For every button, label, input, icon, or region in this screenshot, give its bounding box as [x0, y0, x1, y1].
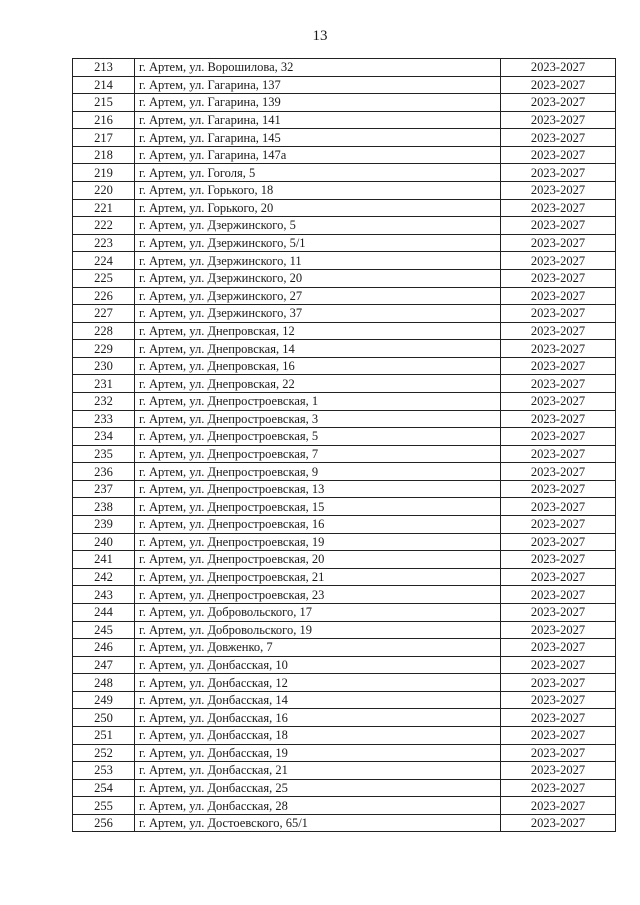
row-period: 2023-2027: [501, 111, 616, 129]
row-address: г. Артем, ул. Гагарина, 139: [135, 94, 501, 112]
row-number: 251: [73, 726, 135, 744]
row-address: г. Артем, ул. Днепростроевская, 15: [135, 498, 501, 516]
row-period: 2023-2027: [501, 726, 616, 744]
table-row: [73, 59, 616, 77]
table-row: [73, 797, 616, 815]
row-period: 2023-2027: [501, 269, 616, 287]
row-period: 2023-2027: [501, 252, 616, 270]
table-row: [73, 656, 616, 674]
table-row: [73, 217, 616, 235]
row-address: г. Артем, ул. Донбасская, 16: [135, 709, 501, 727]
row-number: 220: [73, 182, 135, 200]
table-row: [73, 234, 616, 252]
table-row: [73, 744, 616, 762]
table-row: [73, 287, 616, 305]
row-address: г. Артем, ул. Днепростроевская, 19: [135, 533, 501, 551]
table-row: [73, 779, 616, 797]
table-row: [73, 726, 616, 744]
table-row: [73, 146, 616, 164]
row-number: 227: [73, 305, 135, 323]
row-address: г. Артем, ул. Днепровская, 14: [135, 340, 501, 358]
row-address: г. Артем, ул. Довженко, 7: [135, 639, 501, 657]
row-period: 2023-2027: [501, 392, 616, 410]
row-address: г. Артем, ул. Донбасская, 19: [135, 744, 501, 762]
row-number: 242: [73, 568, 135, 586]
row-address: г. Артем, ул. Днепровская, 22: [135, 375, 501, 393]
row-number: 243: [73, 586, 135, 604]
row-number: 239: [73, 516, 135, 534]
table-row: [73, 322, 616, 340]
row-address: г. Артем, ул. Гагарина, 137: [135, 76, 501, 94]
row-number: 248: [73, 674, 135, 692]
address-table-body: [73, 59, 616, 832]
table-row: [73, 94, 616, 112]
row-number: 228: [73, 322, 135, 340]
table-row: [73, 762, 616, 780]
row-number: 232: [73, 392, 135, 410]
table-row: [73, 551, 616, 569]
row-address: г. Артем, ул. Дзержинского, 20: [135, 269, 501, 287]
table-row: [73, 814, 616, 832]
row-address: г. Артем, ул. Днепростроевская, 3: [135, 410, 501, 428]
table-row: [73, 357, 616, 375]
table-row: [73, 199, 616, 217]
table-row: [73, 392, 616, 410]
table-row: [73, 340, 616, 358]
table-row: [73, 674, 616, 692]
row-address: г. Артем, ул. Днепростроевская, 7: [135, 445, 501, 463]
row-period: 2023-2027: [501, 410, 616, 428]
row-address: г. Артем, ул. Дзержинского, 5/1: [135, 234, 501, 252]
row-period: 2023-2027: [501, 797, 616, 815]
row-period: 2023-2027: [501, 217, 616, 235]
row-address: г. Артем, ул. Ворошилова, 32: [135, 59, 501, 77]
row-number: 241: [73, 551, 135, 569]
row-number: 254: [73, 779, 135, 797]
table-row: [73, 129, 616, 147]
row-number: 237: [73, 480, 135, 498]
table-row: [73, 111, 616, 129]
row-period: 2023-2027: [501, 674, 616, 692]
table-row: [73, 252, 616, 270]
row-number: 247: [73, 656, 135, 674]
row-address: г. Артем, ул. Днепростроевская, 16: [135, 516, 501, 534]
row-period: 2023-2027: [501, 199, 616, 217]
row-period: 2023-2027: [501, 129, 616, 147]
table-row: [73, 269, 616, 287]
row-address: г. Артем, ул. Гагарина, 141: [135, 111, 501, 129]
row-address: г. Артем, ул. Днепростроевская, 1: [135, 392, 501, 410]
row-period: 2023-2027: [501, 551, 616, 569]
row-address: г. Артем, ул. Донбасская, 14: [135, 691, 501, 709]
row-number: 250: [73, 709, 135, 727]
row-period: 2023-2027: [501, 498, 616, 516]
row-address: г. Артем, ул. Днепростроевская, 20: [135, 551, 501, 569]
row-period: 2023-2027: [501, 533, 616, 551]
row-period: 2023-2027: [501, 603, 616, 621]
table-row: [73, 428, 616, 446]
row-period: 2023-2027: [501, 814, 616, 832]
row-period: 2023-2027: [501, 656, 616, 674]
row-address: г. Артем, ул. Гагарина, 147а: [135, 146, 501, 164]
table-row: [73, 305, 616, 323]
row-number: 214: [73, 76, 135, 94]
row-period: 2023-2027: [501, 621, 616, 639]
row-number: 223: [73, 234, 135, 252]
row-number: 233: [73, 410, 135, 428]
table-row: [73, 621, 616, 639]
row-period: 2023-2027: [501, 639, 616, 657]
row-period: 2023-2027: [501, 480, 616, 498]
row-address: г. Артем, ул. Достоевского, 65/1: [135, 814, 501, 832]
table-row: [73, 516, 616, 534]
row-address: г. Артем, ул. Донбасская, 25: [135, 779, 501, 797]
row-period: 2023-2027: [501, 287, 616, 305]
row-number: 225: [73, 269, 135, 287]
row-number: 244: [73, 603, 135, 621]
table-row: [73, 639, 616, 657]
row-address: г. Артем, ул. Днепростроевская, 21: [135, 568, 501, 586]
row-period: 2023-2027: [501, 357, 616, 375]
row-address: г. Артем, ул. Гагарина, 145: [135, 129, 501, 147]
row-period: 2023-2027: [501, 164, 616, 182]
row-number: 219: [73, 164, 135, 182]
row-number: 215: [73, 94, 135, 112]
row-number: 216: [73, 111, 135, 129]
row-period: 2023-2027: [501, 709, 616, 727]
row-address: г. Артем, ул. Гоголя, 5: [135, 164, 501, 182]
row-address: г. Артем, ул. Днепровская, 16: [135, 357, 501, 375]
row-period: 2023-2027: [501, 463, 616, 481]
row-period: 2023-2027: [501, 76, 616, 94]
row-period: 2023-2027: [501, 568, 616, 586]
row-number: 222: [73, 217, 135, 235]
table-row: [73, 445, 616, 463]
row-number: 252: [73, 744, 135, 762]
row-period: 2023-2027: [501, 340, 616, 358]
row-period: 2023-2027: [501, 59, 616, 77]
row-address: г. Артем, ул. Горького, 18: [135, 182, 501, 200]
row-number: 213: [73, 59, 135, 77]
row-address: г. Артем, ул. Донбасская, 21: [135, 762, 501, 780]
row-period: 2023-2027: [501, 322, 616, 340]
table-row: [73, 586, 616, 604]
row-number: 221: [73, 199, 135, 217]
table-row: [73, 480, 616, 498]
row-address: г. Артем, ул. Днепростроевская, 13: [135, 480, 501, 498]
row-period: 2023-2027: [501, 516, 616, 534]
row-number: 235: [73, 445, 135, 463]
table-row: [73, 375, 616, 393]
row-number: 217: [73, 129, 135, 147]
row-period: 2023-2027: [501, 445, 616, 463]
row-address: г. Артем, ул. Днепровская, 12: [135, 322, 501, 340]
row-address: г. Артем, ул. Горького, 20: [135, 199, 501, 217]
row-address: г. Артем, ул. Донбасская, 18: [135, 726, 501, 744]
table-row: [73, 463, 616, 481]
row-period: 2023-2027: [501, 744, 616, 762]
row-number: 236: [73, 463, 135, 481]
address-table: [72, 58, 616, 832]
table-row: [73, 164, 616, 182]
row-period: 2023-2027: [501, 375, 616, 393]
table-row: [73, 76, 616, 94]
row-number: 231: [73, 375, 135, 393]
row-period: 2023-2027: [501, 779, 616, 797]
row-address: г. Артем, ул. Донбасская, 10: [135, 656, 501, 674]
row-period: 2023-2027: [501, 762, 616, 780]
row-period: 2023-2027: [501, 428, 616, 446]
row-period: 2023-2027: [501, 182, 616, 200]
row-address: г. Артем, ул. Дзержинского, 11: [135, 252, 501, 270]
row-number: 246: [73, 639, 135, 657]
row-period: 2023-2027: [501, 691, 616, 709]
row-address: г. Артем, ул. Добровольского, 19: [135, 621, 501, 639]
row-number: 226: [73, 287, 135, 305]
row-number: 229: [73, 340, 135, 358]
row-period: 2023-2027: [501, 586, 616, 604]
row-number: 218: [73, 146, 135, 164]
table-row: [73, 568, 616, 586]
table-row: [73, 709, 616, 727]
table-row: [73, 533, 616, 551]
row-address: г. Артем, ул. Донбасская, 28: [135, 797, 501, 815]
page-number: 13: [312, 28, 328, 44]
row-period: 2023-2027: [501, 94, 616, 112]
row-address: г. Артем, ул. Дзержинского, 37: [135, 305, 501, 323]
row-period: 2023-2027: [501, 234, 616, 252]
row-number: 245: [73, 621, 135, 639]
row-address: г. Артем, ул. Днепростроевская, 9: [135, 463, 501, 481]
row-address: г. Артем, ул. Дзержинского, 27: [135, 287, 501, 305]
row-number: 234: [73, 428, 135, 446]
row-number: 253: [73, 762, 135, 780]
row-address: г. Артем, ул. Донбасская, 12: [135, 674, 501, 692]
table-row: [73, 410, 616, 428]
row-number: 249: [73, 691, 135, 709]
row-address: г. Артем, ул. Дзержинского, 5: [135, 217, 501, 235]
row-number: 230: [73, 357, 135, 375]
row-period: 2023-2027: [501, 146, 616, 164]
row-address: г. Артем, ул. Днепростроевская, 5: [135, 428, 501, 446]
table-row: [73, 182, 616, 200]
table-row: [73, 691, 616, 709]
row-period: 2023-2027: [501, 305, 616, 323]
row-address: г. Артем, ул. Добровольского, 17: [135, 603, 501, 621]
table-row: [73, 603, 616, 621]
table-row: [73, 498, 616, 516]
row-number: 240: [73, 533, 135, 551]
row-address: г. Артем, ул. Днепростроевская, 23: [135, 586, 501, 604]
row-number: 256: [73, 814, 135, 832]
row-number: 255: [73, 797, 135, 815]
row-number: 224: [73, 252, 135, 270]
row-number: 238: [73, 498, 135, 516]
